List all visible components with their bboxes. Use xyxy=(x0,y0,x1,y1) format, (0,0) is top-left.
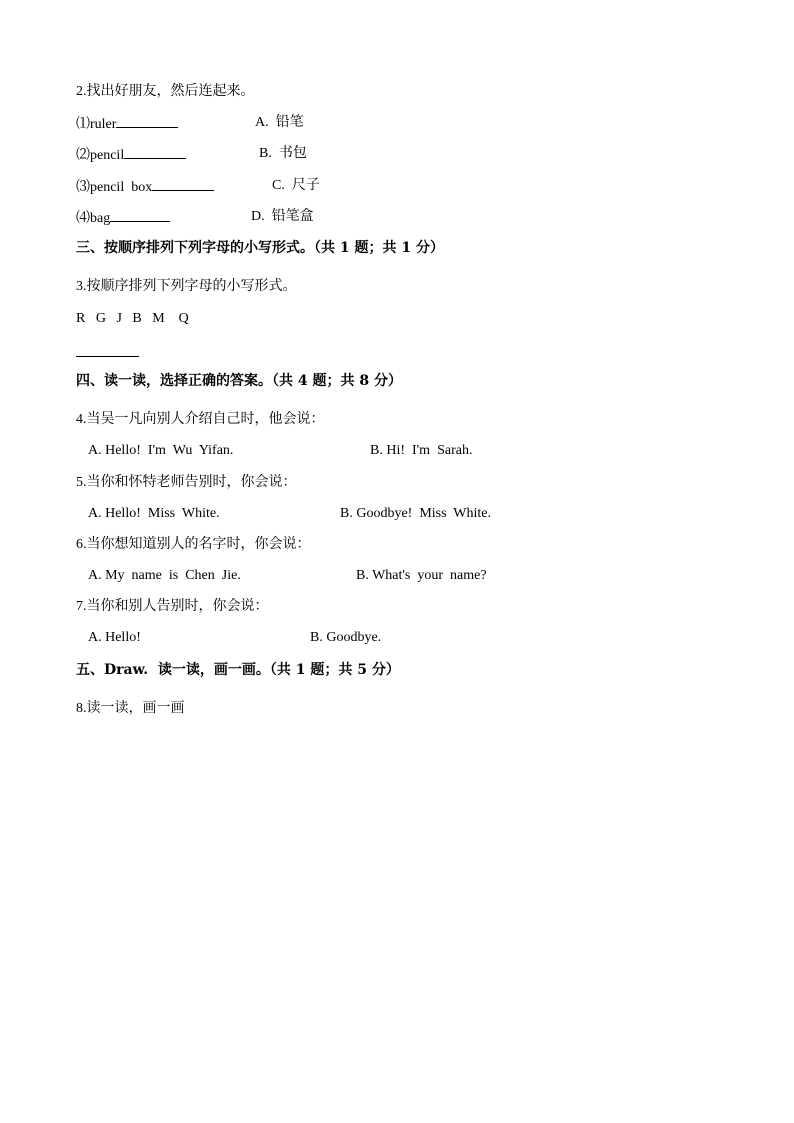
question-4-option-b[interactable]: B. Hi! I'm Sarah. xyxy=(370,443,473,458)
question-6-option-a[interactable]: A. My name is Chen Jie. xyxy=(88,568,241,583)
question-6-option-b[interactable]: B. What's your name? xyxy=(356,568,487,583)
answer-blank[interactable] xyxy=(152,176,214,191)
item-word: bag xyxy=(90,211,111,226)
section-3-heading: 三、按顺序排列下列字母的小写形式。（共 1 题；共 1 分） xyxy=(76,240,444,256)
match-option-c: C. 尺子 xyxy=(272,178,320,193)
match-item-2 xyxy=(76,144,186,166)
question-6-stem: 6.当你想知道别人的名字时，你会说： xyxy=(76,537,311,552)
section-4-heading: 四、读一读，选择正确的答案。（共 4 题；共 8 分） xyxy=(76,373,402,389)
item-number: ⑴ xyxy=(76,117,90,132)
question-4-option-a[interactable]: A. Hello! I'm Wu Yifan. xyxy=(88,443,234,458)
match-option-d: D. 铅笔盒 xyxy=(251,209,314,224)
item-number: ⑶ xyxy=(76,180,90,195)
match-option-a: A. 铅笔 xyxy=(255,115,304,130)
answer-blank[interactable] xyxy=(110,207,170,222)
question-8-title: 8.读一读，画一画 xyxy=(76,701,185,716)
question-3-title: 3.按顺序排列下列字母的小写形式。 xyxy=(76,279,297,294)
item-number: ⑵ xyxy=(76,148,90,163)
question-7-option-a[interactable]: A. Hello! xyxy=(88,630,141,645)
match-item-1 xyxy=(76,113,178,135)
item-word: pencil xyxy=(90,148,125,163)
item-word: pencil box xyxy=(90,180,153,195)
question-5-option-b[interactable]: B. Goodbye! Miss White. xyxy=(340,506,492,521)
answer-blank[interactable] xyxy=(124,144,186,159)
match-item-3 xyxy=(76,176,214,198)
answer-blank[interactable] xyxy=(76,356,139,357)
match-option-b: B. 书包 xyxy=(259,146,307,161)
question-4-stem: 4.当吴一凡向别人介绍自己时，他会说： xyxy=(76,412,325,427)
answer-blank[interactable] xyxy=(116,113,178,128)
question-5-option-a[interactable]: A. Hello! Miss White. xyxy=(88,506,220,521)
question-7-stem: 7.当你和别人告别时，你会说： xyxy=(76,599,269,614)
question-2-title: 2.找出好朋友，然后连起来。 xyxy=(76,84,255,99)
question-7-option-b[interactable]: B. Goodbye. xyxy=(310,630,382,645)
item-number: ⑷ xyxy=(76,211,90,226)
section-5-heading: 五、Draw. 读一读，画一画。（共 1 题；共 5 分） xyxy=(76,662,400,678)
item-word: ruler xyxy=(90,117,117,132)
match-item-4 xyxy=(76,207,170,229)
letters-sequence: R G J B M Q xyxy=(76,311,189,326)
question-5-stem: 5.当你和怀特老师告别时，你会说： xyxy=(76,475,297,490)
